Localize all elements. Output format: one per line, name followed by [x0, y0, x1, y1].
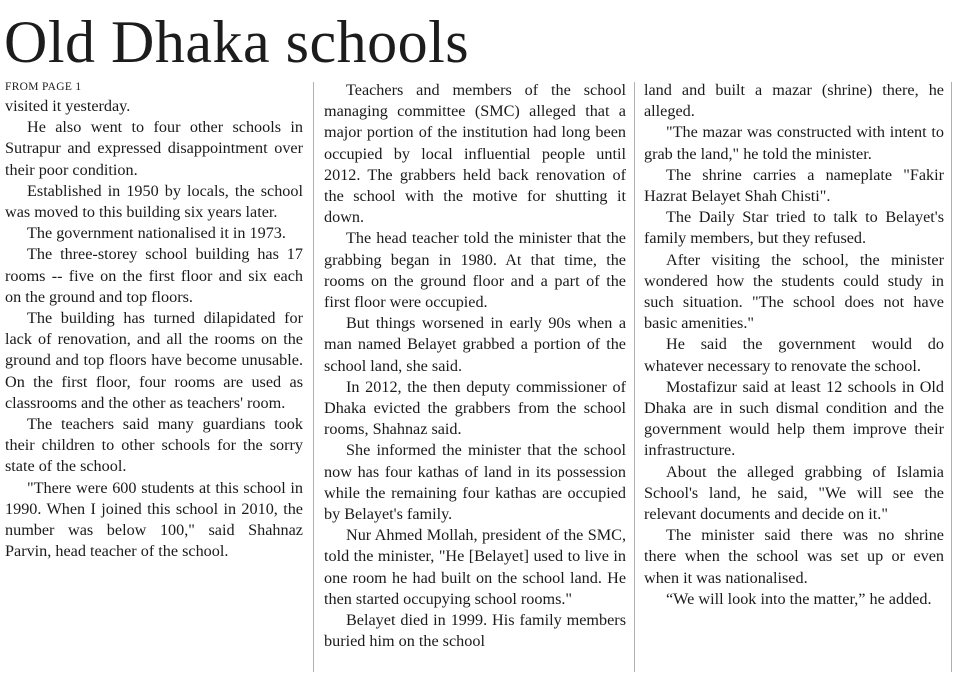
paragraph: He said the government would do whatever necessary to renovate the school.: [644, 335, 944, 375]
paragraph: The teachers said many guardians took their children to other schools for the sorry state of the school.: [5, 415, 303, 476]
article-column-2: [324, 80, 626, 652]
article-column-3: [644, 80, 944, 610]
paragraph: Belayet died in 1999. His family members buried him on the school: [324, 611, 626, 651]
paragraph: He also went to four other schools in Sutrapur and expressed disappointment over their poor condition.: [5, 118, 303, 179]
paragraph: In 2012, the then deputy commissioner of Dhaka evicted the grabbers from the school rooms, Shahnaz said.: [324, 377, 626, 439]
headline: Old Dhaka schools: [4, 9, 470, 75]
paragraph: The minister said there was no shrine there when the school was set up or even when it was nationalised.: [644, 526, 944, 587]
paragraph: Nur Ahmed Mollah, president of the SMC, told the minister, "He [Belayet] used to live in one room he had built on the school land. He then started occupying school rooms.": [324, 526, 626, 608]
column-divider: [313, 82, 314, 672]
paragraph: After visiting the school, the minister wondered how the students could study in such situation. "The school does not have basic amenities.": [644, 250, 944, 333]
column-divider: [634, 82, 635, 672]
continuation-kicker: FROM PAGE 1: [5, 81, 82, 93]
paragraph: But things worsened in early 90s when a man named Belayet grabbed a portion of the school land, she said.: [324, 314, 626, 375]
paragraph: The Daily Star tried to talk to Belayet's family members, but they refused.: [644, 208, 944, 248]
column-divider: [951, 82, 952, 672]
paragraph: Teachers and members of the school managing committee (SMC) alleged that a major portion of the institution had long been occupied by local influential people until 2012. The grabbers held back renovation of the school with the motive for shutting it down.: [324, 81, 626, 227]
paragraph: “We will look into the matter,” he added.: [666, 589, 932, 608]
paragraph: She informed the minister that the school now has four kathas of land in its possession while the remaining four kathas are occupied by Belayet's family.: [324, 441, 626, 524]
paragraph: "There were 600 students at this school in 1990. When I joined this school in 2010, the number was below 100," said Shahnaz Parvin, head teacher of the school.: [5, 478, 303, 561]
article-column-1: [5, 80, 303, 562]
paragraph: The shrine carries a nameplate "Fakir Hazrat Belayet Shah Chisti".: [644, 165, 944, 206]
continued-text: visited it yesterday.: [5, 97, 131, 115]
paragraph: About the alleged grabbing of Islamia School's land, he said, "We will see the relevant documents and decide on it.": [644, 462, 944, 524]
paragraph: "The mazar was constructed with intent to grab the land," he told the minister.: [644, 123, 944, 163]
paragraph: The building has turned dilapidated for lack of renovation, and all the rooms on the ground and top floors have become unusable. On the first floor, four rooms are used as classrooms and the other as teachers' room.: [5, 309, 303, 412]
paragraph: Mostafizur said at least 12 schools in Old Dhaka are in such dismal condition and the government would help them improve their infrastructure.: [644, 377, 944, 460]
paragraph: The government nationalised it in 1973.: [27, 224, 286, 243]
paragraph: Established in 1950 by locals, the school was moved to this building six years later.: [5, 181, 303, 222]
continued-text: land and built a mazar (shrine) there, he alleged.: [644, 81, 944, 121]
paragraph: The three-storey school building has 17 rooms -- five on the first floor and six each on the ground and top floors.: [5, 245, 303, 306]
paragraph: The head teacher told the minister that the grabbing began in 1980. At that time, the rooms on the ground floor and a part of the first floor were occupied.: [324, 229, 626, 312]
